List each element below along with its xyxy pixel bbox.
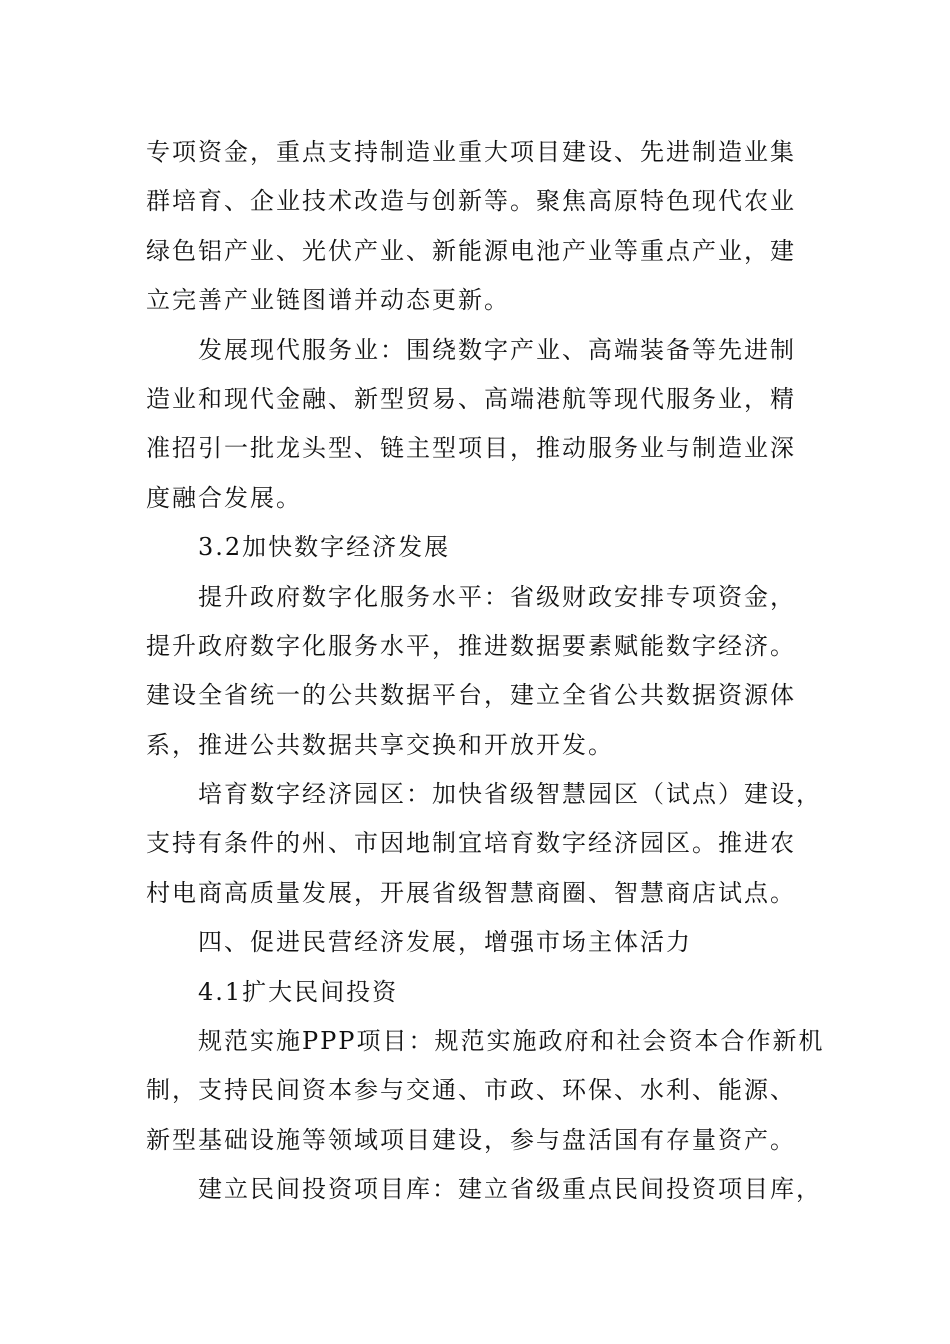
document-body <box>146 128 825 1215</box>
text-line: 村电商高质量发展，开展省级智慧商圈、智慧商店试点。 <box>146 878 796 907</box>
text-line: 群培育、企业技术改造与创新等。聚焦高原特色现代农业 <box>146 187 796 216</box>
text-line: 专项资金，重点支持制造业重大项目建设、先进制造业集 <box>146 138 796 166</box>
text-line: 造业和现代金融、新型贸易、高端港航等现代服务业，精 <box>146 384 796 413</box>
text-line: 新型基础设施等领域项目建设，参与盘活国有存量资产。 <box>146 1125 796 1154</box>
text-line: 度融合发展。 <box>146 483 302 512</box>
paragraph-start-line: 培育数字经济园区：加快省级智慧园区（试点）建设， <box>198 780 822 809</box>
text-line: 准招引一批龙头型、链主型项目，推动服务业与制造业深 <box>146 434 796 463</box>
text-line: 系，推进公共数据共享交换和开放开发。 <box>146 730 614 759</box>
text-line: 绿色铝产业、光伏产业、新能源电池产业等重点产业，建 <box>146 236 796 265</box>
text-line: 提升政府数字化服务水平，推进数据要素赋能数字经济。 <box>146 631 796 660</box>
section-heading: 3.2加快数字经济发展 <box>198 533 451 562</box>
text-line: 建设全省统一的公共数据平台，建立全省公共数据资源体 <box>146 681 796 710</box>
text-line: 支持有条件的州、市因地制宜培育数字经济园区。推进农 <box>146 829 796 858</box>
paragraph-start-line: 规范实施PPP项目：规范实施政府和社会资本合作新机 <box>198 1027 825 1056</box>
section-heading: 4.1扩大民间投资 <box>198 977 399 1006</box>
text-line: 立完善产业链图谱并动态更新。 <box>146 286 510 315</box>
chapter-heading: 四、促进民营经济发展，增强市场主体活力 <box>198 928 692 957</box>
text-line: 制，支持民间资本参与交通、市政、环保、水利、能源、 <box>146 1076 796 1105</box>
paragraph-start-line: 发展现代服务业：围绕数字产业、高端装备等先进制 <box>198 335 796 364</box>
paragraph-start-line: 建立民间投资项目库：建立省级重点民间投资项目库， <box>198 1175 822 1204</box>
paragraph-start-line: 提升政府数字化服务水平：省级财政安排专项资金， <box>198 582 796 611</box>
